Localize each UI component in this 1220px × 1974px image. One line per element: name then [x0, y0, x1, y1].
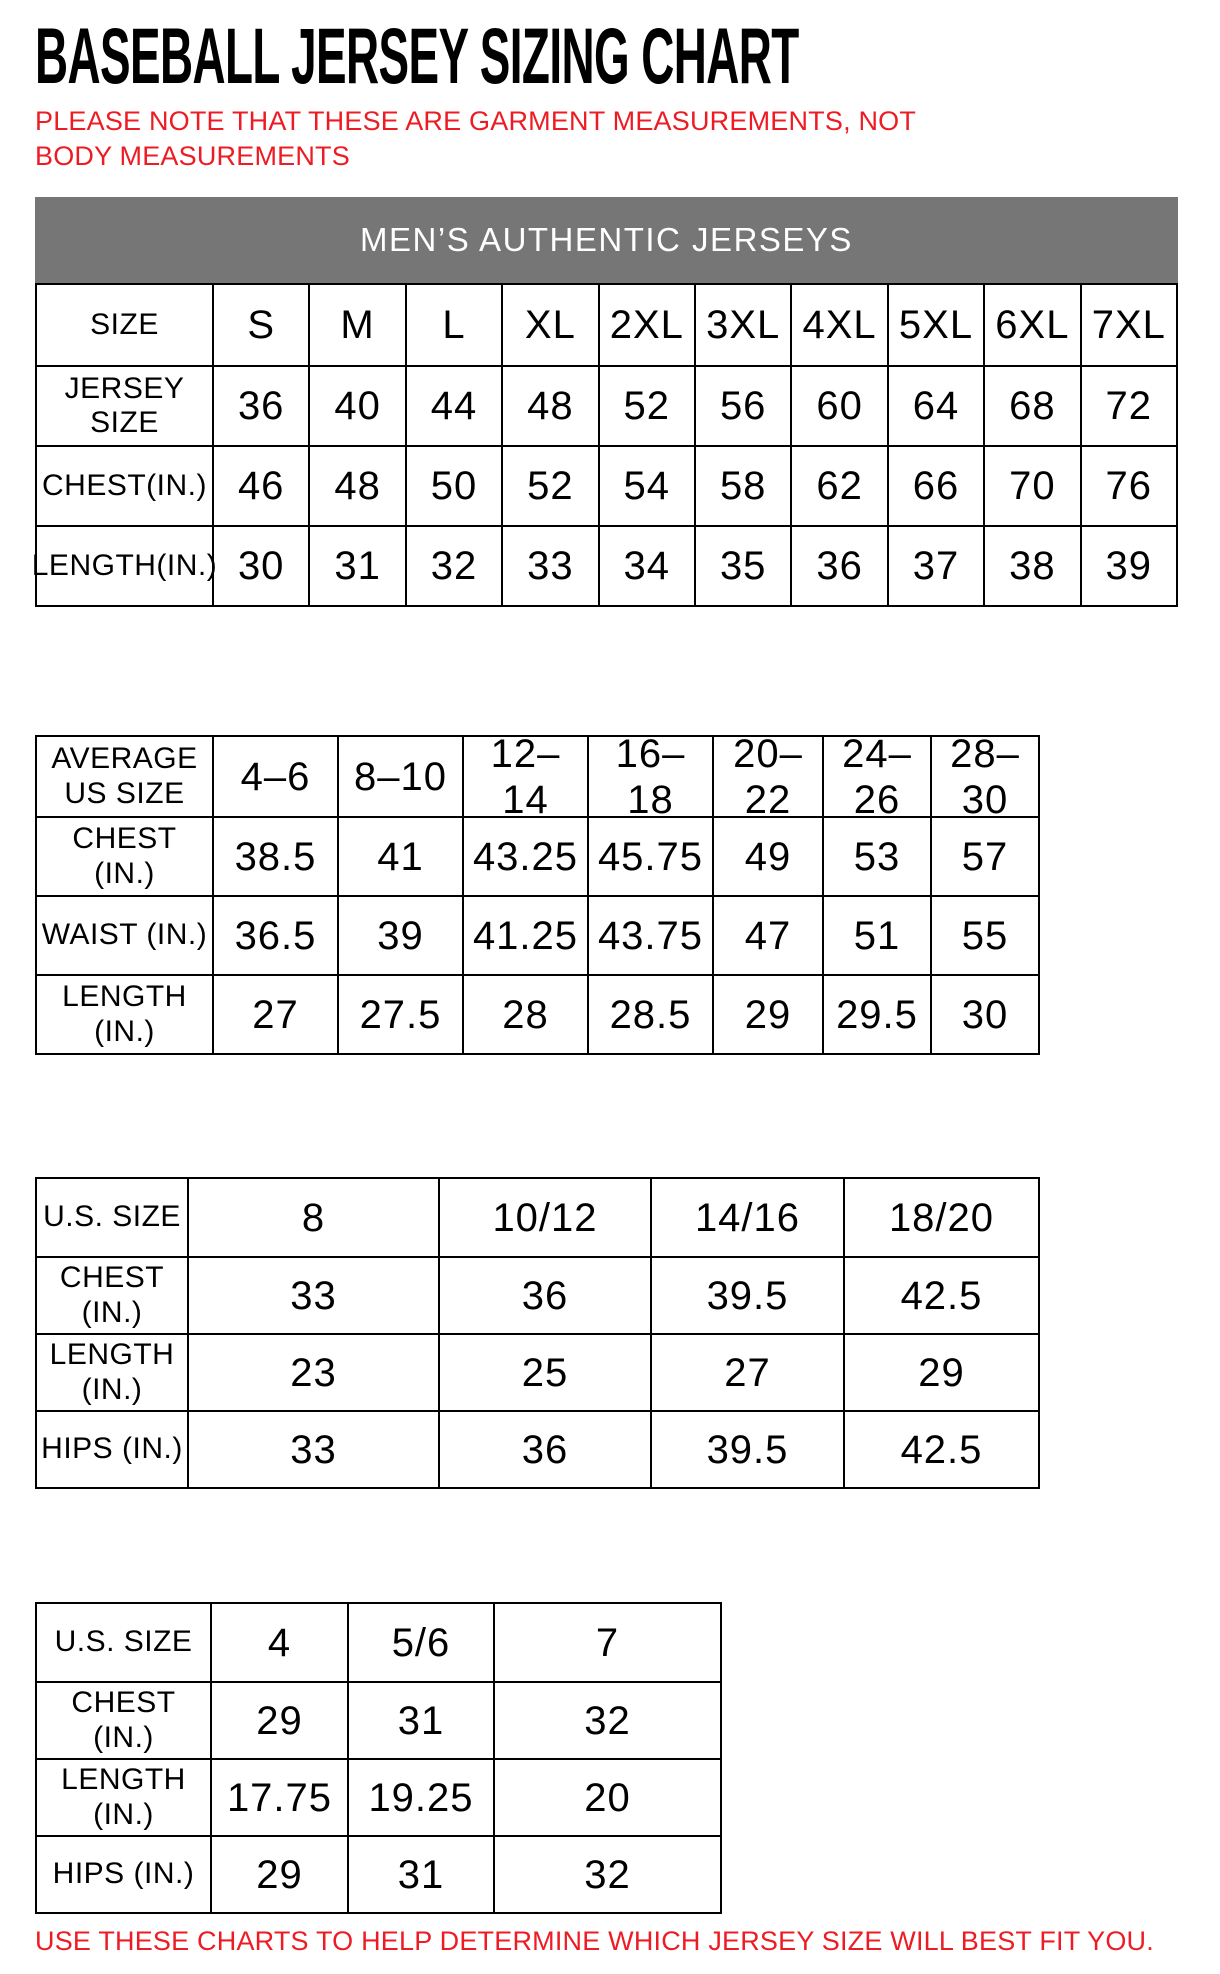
preschool-row-label-cell: LENGTH (IN.) [37, 1758, 210, 1835]
boys-header-size-cell: YTH XL [841, 1090, 1040, 1177]
mens-value-cell: S [212, 285, 308, 365]
mens-value-cell: 36 [790, 525, 886, 605]
mens-value-cell: 64 [887, 365, 983, 445]
mens-value-cell: 33 [501, 525, 597, 605]
boys-row-label-cell: U.S. SIZE [43, 1200, 181, 1234]
womens-header-size-cell: M [335, 653, 460, 735]
preschool-value-cell: 4 [210, 1604, 347, 1681]
boys-header-size-cell: YTH M [436, 1090, 648, 1177]
womens-value-cell: 28.5 [587, 974, 712, 1053]
womens-value-cell: 45.75 [587, 816, 712, 895]
mens-value-cell: 31 [308, 525, 404, 605]
womens-value-cell: 41 [337, 816, 462, 895]
womens-row-label-cell: AVERAGE US SIZE [51, 742, 198, 810]
boys-row-label-cell: LENGTH (IN.) [37, 1333, 187, 1410]
womens-header-label-cell: WOMEN’S [42, 676, 203, 711]
womens-row-label-cell: CHEST (IN.) [37, 816, 212, 895]
womens-value-cell: 43.25 [462, 816, 587, 895]
page-title: BASEBALL JERSEY SIZING CHART [35, 11, 799, 100]
mens-row-label-cell: JERSEY SIZE [37, 365, 212, 445]
mens-value-cell: L [405, 285, 501, 365]
mens-value-cell: 30 [212, 525, 308, 605]
preschool-value-cell: 17.75 [210, 1758, 347, 1835]
boys-value-cell: 29 [843, 1333, 1038, 1410]
mens-value-cell: 38 [983, 525, 1079, 605]
mens-value-cell: 46 [212, 445, 308, 525]
mens-value-cell: 72 [1080, 365, 1176, 445]
preschool-value-cell: 29 [210, 1835, 347, 1912]
mens-value-cell: 40 [308, 365, 404, 445]
womens-value-cell: 49 [712, 816, 822, 895]
mens-value-cell: M [308, 285, 404, 365]
mens-value-cell: 76 [1080, 445, 1176, 525]
womens-value-cell: 28–30 [930, 737, 1038, 816]
womens-value-cell: 57 [930, 816, 1038, 895]
womens-value-cell: 29.5 [822, 974, 930, 1053]
mens-value-cell: 35 [694, 525, 790, 605]
boys-value-cell: 33 [187, 1256, 438, 1333]
womens-value-cell: 27.5 [337, 974, 462, 1053]
womens-value-cell: 41.25 [462, 895, 587, 974]
mens-value-cell: 68 [983, 365, 1079, 445]
preschool-value-cell: 31 [347, 1835, 493, 1912]
boys-header-size-cell: YTH S [185, 1090, 436, 1177]
womens-value-cell: 28 [462, 974, 587, 1053]
womens-value-cell: 51 [822, 895, 930, 974]
womens-table-header-row [35, 653, 1040, 735]
mens-value-cell: 50 [405, 445, 501, 525]
mens-value-cell: 2XL [598, 285, 694, 365]
mens-table-grid [31, 283, 1178, 607]
mens-value-cell: 70 [983, 445, 1079, 525]
boys-value-cell: 42.5 [843, 1410, 1038, 1487]
preschool-value-cell: 7 [493, 1604, 720, 1681]
mens-value-cell: 56 [694, 365, 790, 445]
mens-value-cell: 52 [598, 365, 694, 445]
mens-value-cell: 48 [308, 445, 404, 525]
preschool-table-header-row [17, 1517, 722, 1602]
womens-sizing-table [35, 653, 1040, 1055]
preschool-value-cell: 32 [493, 1681, 720, 1758]
mens-row-label-cell: LENGTH(IN.) [37, 525, 212, 605]
womens-header-size-cell: 4XL [928, 653, 1040, 735]
preschool-header-size-cell: L [491, 1517, 722, 1602]
boys-value-cell: 23 [187, 1333, 438, 1410]
mens-value-cell: 32 [405, 525, 501, 605]
boys-table-grid [35, 1177, 1040, 1489]
womens-value-cell: 29 [712, 974, 822, 1053]
womens-value-cell: 55 [930, 895, 1038, 974]
boys-value-cell: 14/16 [650, 1179, 843, 1256]
boys-value-cell: 10/12 [438, 1179, 650, 1256]
womens-value-cell: 16–18 [587, 737, 712, 816]
womens-value-cell: 53 [822, 816, 930, 895]
womens-row-label-cell: LENGTH (IN.) [37, 974, 212, 1053]
womens-header-size-cell: L [460, 653, 585, 735]
womens-header-size-cell: 2XL [710, 653, 820, 735]
womens-value-cell: 30 [930, 974, 1038, 1053]
boys-value-cell: 33 [187, 1410, 438, 1487]
preschool-value-cell: 20 [493, 1758, 720, 1835]
mens-value-cell: 60 [790, 365, 886, 445]
preschool-value-cell: 29 [210, 1681, 347, 1758]
womens-header-size-cell: 3XL [820, 653, 928, 735]
boys-header-size-cell: YTH L [648, 1090, 841, 1177]
mens-value-cell: 5XL [887, 285, 983, 365]
mens-row-label-cell: CHEST(IN.) [37, 445, 212, 525]
boys-value-cell: 39.5 [650, 1256, 843, 1333]
boys-value-cell: 8 [187, 1179, 438, 1256]
womens-value-cell: 27 [212, 974, 337, 1053]
mens-value-cell: XL [501, 285, 597, 365]
preschool-value-cell: 32 [493, 1835, 720, 1912]
womens-value-cell: 43.75 [587, 895, 712, 974]
mens-value-cell: 39 [1080, 525, 1176, 605]
mens-value-cell: 6XL [983, 285, 1079, 365]
preschool-value-cell: 5/6 [347, 1604, 493, 1681]
womens-table-grid [35, 731, 1040, 1055]
womens-value-cell: 24–26 [822, 737, 930, 816]
preschool-table-grid [35, 1602, 722, 1914]
womens-value-cell: 38.5 [212, 816, 337, 895]
womens-value-cell: 4–6 [212, 737, 337, 816]
mens-value-cell: 34 [598, 525, 694, 605]
womens-header-size-cell: S [210, 653, 335, 735]
mens-value-cell: 7XL [1080, 285, 1176, 365]
boys-sizing-table [35, 1090, 1040, 1489]
mens-table-banner: MEN’S AUTHENTIC JERSEYS [35, 197, 1178, 283]
boys-row-label-cell: HIPS (IN.) [37, 1410, 187, 1487]
boys-row-label-cell: CHEST (IN.) [37, 1256, 187, 1333]
boys-value-cell: 36 [438, 1410, 650, 1487]
preschool-header-label-cell: PRESCHOOL [17, 1541, 226, 1577]
preschool-header-size-cell: M [345, 1517, 491, 1602]
mens-value-cell: 52 [501, 445, 597, 525]
womens-value-cell: 36.5 [212, 895, 337, 974]
mens-value-cell: 48 [501, 365, 597, 445]
mens-sizing-table [31, 197, 1178, 607]
womens-value-cell: 8–10 [337, 737, 462, 816]
boys-value-cell: 42.5 [843, 1256, 1038, 1333]
boys-value-cell: 25 [438, 1333, 650, 1410]
preschool-value-cell: 19.25 [347, 1758, 493, 1835]
mens-value-cell: 62 [790, 445, 886, 525]
mens-value-cell: 36 [212, 365, 308, 445]
womens-value-cell: 47 [712, 895, 822, 974]
boys-value-cell: 27 [650, 1333, 843, 1410]
preschool-row-label-cell: CHEST (IN.) [37, 1681, 210, 1758]
preschool-row-label-cell: U.S. SIZE [54, 1625, 193, 1659]
boys-table-header-row [35, 1090, 1040, 1177]
womens-value-cell: 20–22 [712, 737, 822, 816]
womens-value-cell: 12–14 [462, 737, 587, 816]
mens-row-label-cell: SIZE [90, 307, 159, 341]
mens-value-cell: 44 [405, 365, 501, 445]
boys-value-cell: 36 [438, 1256, 650, 1333]
boys-header-label-cell: BOYS [63, 1115, 157, 1151]
womens-header-size-cell: XL [585, 653, 710, 735]
preschool-sizing-table [17, 1517, 722, 1914]
mens-value-cell: 58 [694, 445, 790, 525]
mens-value-cell: 3XL [694, 285, 790, 365]
preschool-header-size-cell: S [208, 1517, 345, 1602]
mens-value-cell: 4XL [790, 285, 886, 365]
footer-note: USE THESE CHARTS TO HELP DETERMINE WHICH JERSEY SIZE WILL BEST FIT YOU. [35, 1926, 1154, 1956]
boys-value-cell: 18/20 [843, 1179, 1038, 1256]
womens-row-label-cell: WAIST (IN.) [37, 895, 212, 974]
boys-value-cell: 39.5 [650, 1410, 843, 1487]
preschool-row-label-cell: HIPS (IN.) [37, 1835, 210, 1912]
mens-value-cell: 66 [887, 445, 983, 525]
garment-measurement-note: PLEASE NOTE THAT THESE ARE GARMENT MEASUREMENTS, NOT BODY MEASUREMENTS [35, 106, 916, 172]
womens-value-cell: 39 [337, 895, 462, 974]
mens-value-cell: 37 [887, 525, 983, 605]
mens-value-cell: 54 [598, 445, 694, 525]
preschool-value-cell: 31 [347, 1681, 493, 1758]
